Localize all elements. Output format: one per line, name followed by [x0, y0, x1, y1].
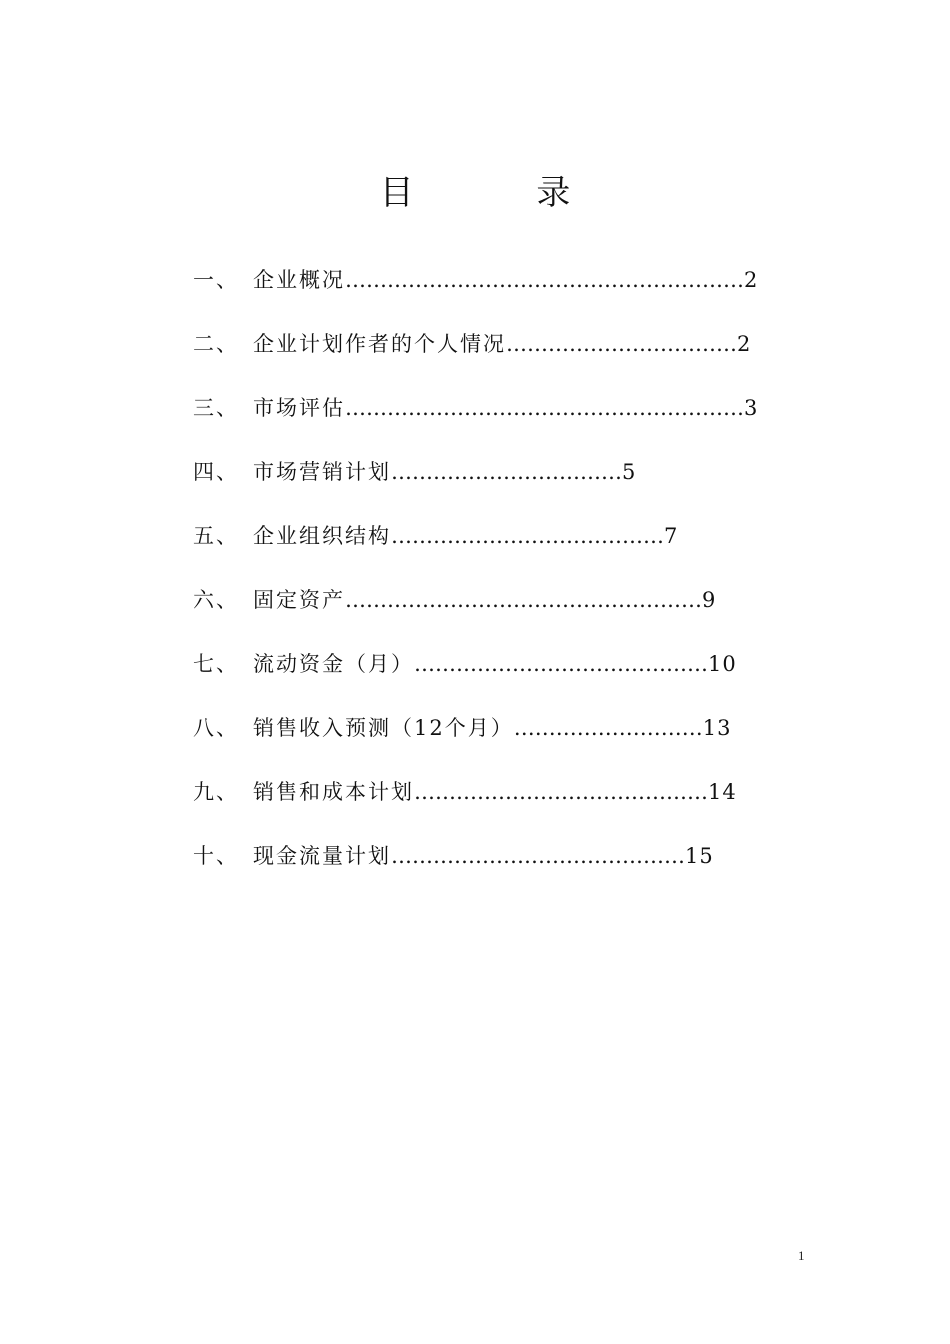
toc-entry-leader: ……………………… — [513, 716, 703, 740]
toc-entry-page: 2 — [744, 268, 759, 292]
toc-entry-title: 现金流量计划 — [253, 844, 391, 868]
toc-entry-leader: ………………………………… — [391, 524, 664, 548]
toc-entry-title: 企业组织结构 — [253, 524, 391, 548]
table-of-contents — [193, 264, 833, 904]
toc-entry — [193, 392, 833, 456]
toc-entry-number: 九、 — [193, 780, 239, 804]
toc-entry — [193, 456, 833, 520]
toc-entry-page: 2 — [737, 332, 752, 356]
toc-entry-page: 13 — [702, 716, 732, 740]
toc-entry — [193, 328, 833, 392]
toc-entry-number: 六、 — [193, 588, 239, 612]
toc-entry-page: 10 — [708, 652, 737, 676]
toc-entry-title: 企业计划作者的个人情况 — [253, 332, 506, 356]
toc-entry-title: 市场营销计划 — [253, 460, 391, 484]
toc-entry-number: 二、 — [193, 332, 239, 356]
toc-entry-leader: …………………………… — [506, 332, 737, 356]
toc-entry — [193, 840, 833, 904]
toc-entry-page: 15 — [685, 844, 714, 868]
toc-entry — [193, 520, 833, 584]
toc-entry-title: 企业概况 — [253, 268, 345, 292]
page-number: 1 — [798, 1248, 805, 1263]
toc-entry-number: 十、 — [193, 844, 239, 868]
toc-entry-title: 销售和成本计划 — [253, 780, 414, 804]
toc-entry-title: 销售收入预测（12个月） — [253, 716, 514, 740]
toc-entry-number: 四、 — [193, 460, 239, 484]
toc-entry-number: 七、 — [193, 652, 239, 676]
toc-entry-number: 三、 — [193, 396, 239, 420]
toc-entry — [193, 264, 833, 328]
toc-entry — [193, 584, 833, 648]
toc-entry-title: 固定资产 — [253, 588, 345, 612]
toc-entry — [193, 776, 833, 840]
toc-entry-page: 5 — [622, 460, 637, 484]
page-title: 目 录 — [379, 173, 627, 213]
toc-entry — [193, 648, 833, 712]
toc-entry-page: 3 — [744, 396, 759, 420]
toc-entry-title: 流动资金（月） — [253, 652, 414, 676]
toc-entry-page: 9 — [702, 588, 717, 612]
toc-entry-title: 市场评估 — [253, 396, 345, 420]
toc-entry-number: 五、 — [193, 524, 239, 548]
toc-entry-leader: ………………………………………………… — [345, 396, 744, 420]
toc-entry-leader: ………………………………………………… — [345, 268, 744, 292]
toc-entry-leader: …………………………………… — [391, 844, 685, 868]
toc-entry-leader: …………………………………… — [414, 780, 708, 804]
toc-entry — [193, 712, 833, 776]
toc-entry-leader: …………………………………… — [414, 652, 708, 676]
toc-entry-number: 一、 — [193, 268, 239, 292]
toc-entry-number: 八、 — [193, 716, 239, 740]
toc-entry-page: 7 — [664, 524, 679, 548]
toc-entry-leader: …………………………………………… — [345, 588, 702, 612]
toc-entry-page: 14 — [708, 780, 737, 804]
toc-entry-leader: …………………………… — [391, 460, 622, 484]
